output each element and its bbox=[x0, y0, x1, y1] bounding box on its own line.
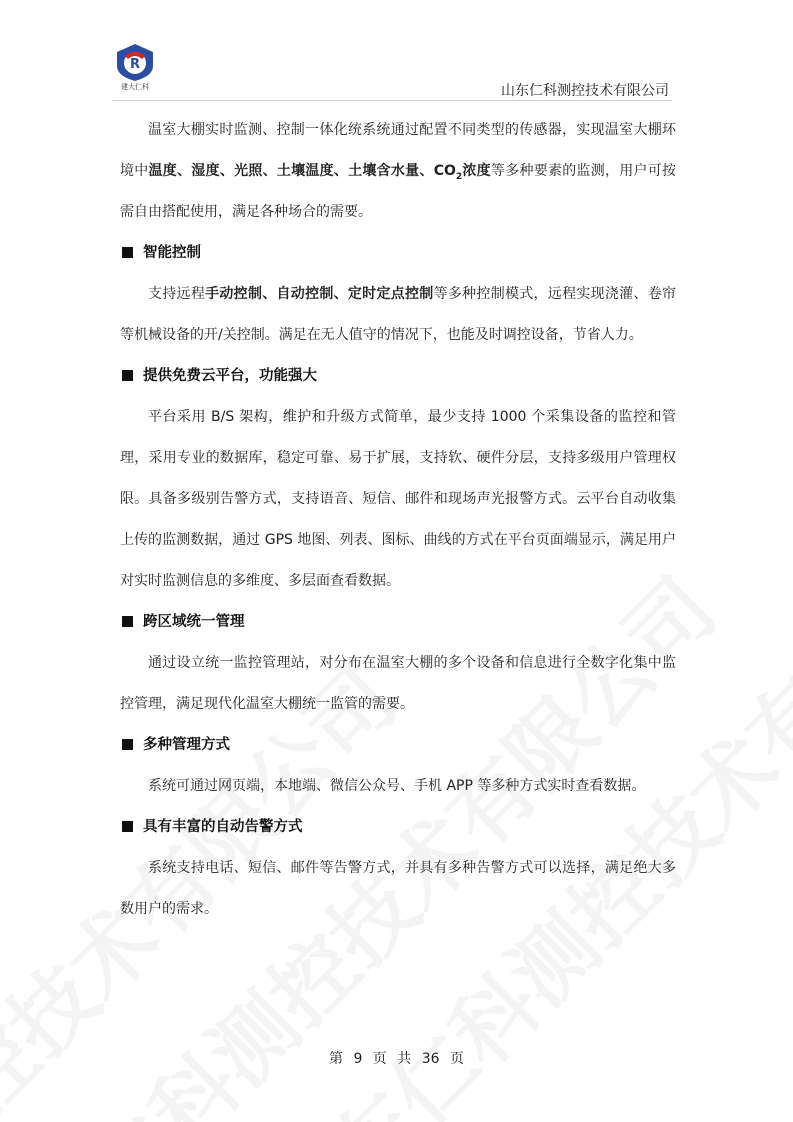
section-paragraph: 系统可通过网页端，本地端、微信公众号、手机 APP 等多种方式实时查看数据。 bbox=[148, 778, 646, 794]
intro-bold-elements: 温度、湿度、光照、土壤温度、土壤含水量、CO bbox=[148, 163, 456, 179]
para-text-end: 等多种控制模式，远程实现浇灌、卷帘等机械设备的开/关控制。满足在无人值守的情况下，也能及时调控设备，节省人力。 bbox=[120, 286, 677, 343]
para-text: 支持远程 bbox=[148, 286, 206, 302]
logo-icon bbox=[112, 42, 158, 82]
header-divider bbox=[112, 100, 672, 101]
section-paragraph: 通过设立统一监控管理站，对分布在温室大棚的多个设备和信息进行全数字化集中监控管理，满足现代化温室大棚统一监管的需要。 bbox=[120, 655, 676, 712]
heading-text: 多种管理方式 bbox=[143, 737, 230, 753]
intro-text-end: 等多种要素的监测，用户可按需自由搭配使用，满足各种场合的需要。 bbox=[120, 163, 677, 220]
square-bullet-icon bbox=[122, 247, 133, 258]
company-name: 山东仁科测控技术有限公司 bbox=[501, 83, 669, 99]
square-bullet-icon bbox=[122, 616, 133, 627]
heading-text: 智能控制 bbox=[143, 245, 201, 261]
section-heading bbox=[120, 807, 676, 848]
heading-text: 跨区域统一管理 bbox=[143, 614, 245, 630]
section-heading bbox=[120, 602, 676, 643]
intro-text: 温室大棚实时监测、控制一体化统系统通过配置不同类型的传感器，实现温室大棚环境中 bbox=[120, 122, 676, 179]
square-bullet-icon bbox=[122, 370, 133, 381]
page-number: 第 9 页 共 36 页 bbox=[329, 1051, 464, 1067]
square-bullet-icon bbox=[122, 739, 133, 750]
document-body bbox=[120, 110, 676, 930]
section-paragraph: 系统支持电话、短信、邮件等告警方式，并具有多种告警方式可以选择，满足绝大多数用户的需求。 bbox=[120, 860, 676, 917]
heading-text: 具有丰富的自动告警方式 bbox=[143, 819, 303, 835]
section-heading bbox=[120, 725, 676, 766]
section-paragraph bbox=[120, 274, 676, 356]
square-bullet-icon bbox=[122, 821, 133, 832]
para-bold: 手动控制、自动控制、定时定点控制 bbox=[205, 286, 434, 302]
co2-subscript: 2 bbox=[455, 171, 463, 182]
intro-paragraph bbox=[120, 110, 676, 233]
svg-text:R: R bbox=[129, 57, 141, 72]
heading-text: 提供免费云平台，功能强大 bbox=[143, 368, 317, 384]
intro-bold-concentration: 浓度 bbox=[462, 163, 491, 179]
company-logo bbox=[112, 42, 158, 94]
section-heading bbox=[120, 233, 676, 274]
section-paragraph: 平台采用 B/S 架构，维护和升级方式简单，最少支持 1000 个采集设备的监控和管理，采用专业的数据库，稳定可靠、易于扩展，支持软、硬件分层，支持多级用户管理权限。具备多级别告警方式，支持语音、短信、邮件和现场声光报警方式。云平台自动收集上传的监测数据，通过 GPS 地图、列表、图标、曲线的方式在平台页面端显示，满足用户对实时监测信息的多维度、多层面查看数据。 bbox=[120, 409, 676, 589]
logo-caption: 建大仁科 bbox=[121, 83, 149, 91]
section-heading bbox=[120, 356, 676, 397]
